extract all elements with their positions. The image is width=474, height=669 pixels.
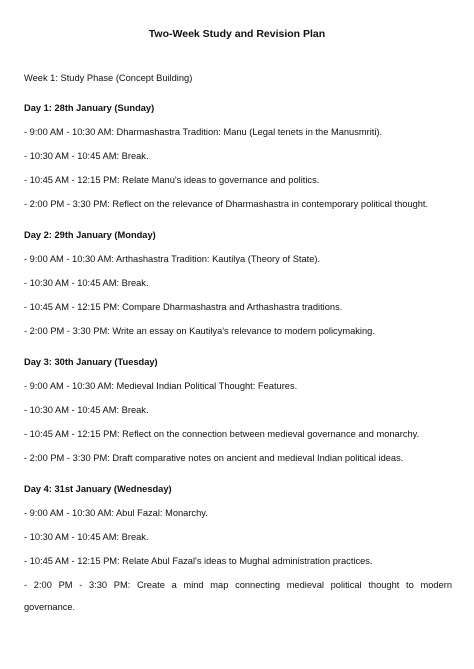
day-section-2 — [24, 228, 452, 338]
day-heading: Day 4: 31st January (Wednesday) — [24, 484, 172, 494]
document-body — [24, 71, 452, 635]
schedule-entry: - 2:00 PM - 3:30 PM: Write an essay on Kautilya's relevance to modern policymaking. — [24, 326, 375, 336]
schedule-entry: - 9:00 AM - 10:30 AM: Dharmashastra Tradition: Manu (Legal tenets in the Manusmriti). — [24, 127, 383, 137]
day-heading: Day 2: 29th January (Monday) — [24, 230, 156, 240]
day-section-4 — [24, 482, 452, 618]
schedule-entry: - 10:45 AM - 12:15 PM: Reflect on the connection between medieval governance and monarchy. — [24, 429, 420, 439]
day-heading: Day 1: 28th January (Sunday) — [24, 103, 155, 113]
schedule-entry: - 10:30 AM - 10:45 AM: Break. — [24, 278, 149, 288]
schedule-entry: - 10:45 AM - 12:15 PM: Compare Dharmashastra and Arthashastra traditions. — [24, 302, 343, 312]
schedule-entry: - 10:45 AM - 12:15 PM: Relate Abul Fazal's ideas to Mughal administration practices. — [24, 556, 373, 566]
week-label: Week 1: Study Phase (Concept Building) — [24, 73, 193, 83]
day-section-1 — [24, 101, 452, 211]
schedule-entry: - 10:30 AM - 10:45 AM: Break. — [24, 405, 149, 415]
schedule-entry: - 9:00 AM - 10:30 AM: Arthashastra Tradition: Kautilya (Theory of State). — [24, 254, 321, 264]
document-title: Two-Week Study and Revision Plan — [148, 28, 326, 40]
schedule-entry: - 2:00 PM - 3:30 PM: Draft comparative notes on ancient and medieval Indian political ideas. — [24, 453, 404, 463]
schedule-entry: - 2:00 PM - 3:30 PM: Reflect on the relevance of Dharmashastra in contemporary political thought. — [24, 199, 429, 209]
schedule-entry: - 10:30 AM - 10:45 AM: Break. — [24, 151, 149, 161]
day-section-3 — [24, 355, 452, 465]
schedule-entry: - 10:45 AM - 12:15 PM: Relate Manu's ideas to governance and politics. — [24, 175, 320, 185]
schedule-entry: - 9:00 AM - 10:30 AM: Medieval Indian Political Thought: Features. — [24, 381, 298, 391]
schedule-entry: - 2:00 PM - 3:30 PM: Create a mind map connecting medieval political thought to modern governance. — [24, 580, 452, 612]
schedule-entry: - 9:00 AM - 10:30 AM: Abul Fazal: Monarchy. — [24, 508, 208, 518]
schedule-entry: - 10:30 AM - 10:45 AM: Break. — [24, 532, 149, 542]
day-heading: Day 3: 30th January (Tuesday) — [24, 357, 158, 367]
